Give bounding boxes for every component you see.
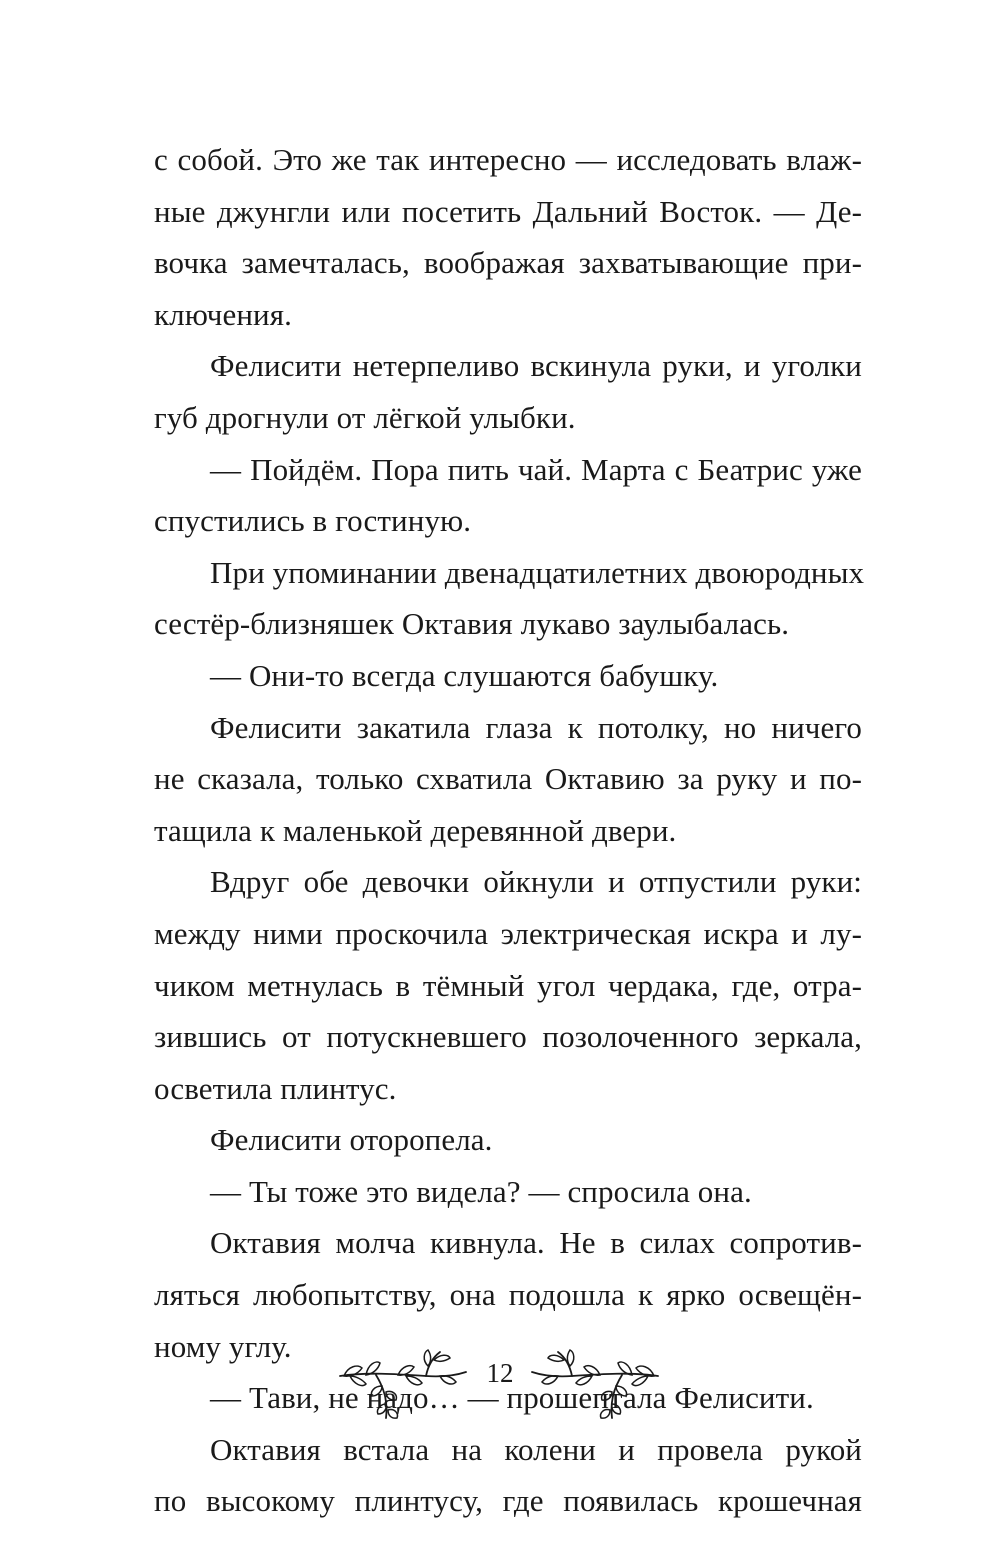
text-line: Фелисити оторопела.	[210, 1122, 493, 1158]
text-line: с собой. Это же так интересно — исследовать влаж-	[154, 142, 862, 177]
text-line: губ дрогнули от лёгкой улыбки.	[154, 399, 576, 435]
body-text	[154, 134, 865, 1527]
text-line: сестёр-близняшек Октавия лукаво заулыбалась.	[154, 606, 790, 642]
text-line: зившись от потускневшего позолоченного зеркала,	[154, 1019, 862, 1055]
text-line: ключения.	[154, 296, 292, 332]
text-line: Октавия встала на колени и провела рукой	[210, 1431, 862, 1467]
text-line: — Тави, не надо… — прошептала Фелисити.	[210, 1380, 814, 1416]
text-line: спустились в гостиную.	[154, 503, 472, 539]
text-line: ные джунгли или посетить Дальний Восток. — Де-	[154, 193, 862, 229]
text-line: не сказала, только схватила Октавию за руку и по-	[154, 761, 862, 797]
text-line: чиком метнулась в тёмный угол чердака, где, отра-	[154, 967, 862, 1003]
text-line: по высокому плинтусу, где появилась крошечная	[154, 1483, 862, 1519]
left-laurel-ornament-icon	[336, 1346, 470, 1436]
text-line: осветила плинтус.	[154, 1070, 397, 1106]
text-line: тащила к маленькой деревянной двери.	[154, 812, 677, 848]
text-line: ному углу.	[154, 1328, 292, 1364]
text-line: — Ты тоже это видела? — спросила она.	[210, 1173, 752, 1209]
text-line: — Они-то всегда слушаются бабушку.	[210, 657, 719, 693]
text-line: Фелисити нетерпеливо вскинула руки, и уголки	[210, 348, 862, 384]
text-line: Фелисити закатила глаза к потолку, но ничего	[210, 709, 862, 745]
page-number: 12	[486, 1358, 514, 1388]
text-line: При упоминании двенадцатилетних двоюродных	[210, 554, 865, 590]
text-line: ляться любопытству, она подошла к ярко освещён-	[154, 1277, 862, 1313]
text-line: Вдруг обе девочки ойкнули и отпустили руки:	[210, 864, 862, 900]
text-line: вочка замечталась, воображая захватывающие при-	[154, 245, 862, 281]
text-line: Октавия молча кивнула. Не в силах сопротив-	[210, 1225, 862, 1261]
right-laurel-ornament-icon	[528, 1346, 662, 1436]
text-line: — Пойдём. Пора пить чай. Марта с Беатрис уже	[210, 451, 862, 487]
text-line: между ними проскочила электрическая искра и лу-	[154, 915, 862, 951]
